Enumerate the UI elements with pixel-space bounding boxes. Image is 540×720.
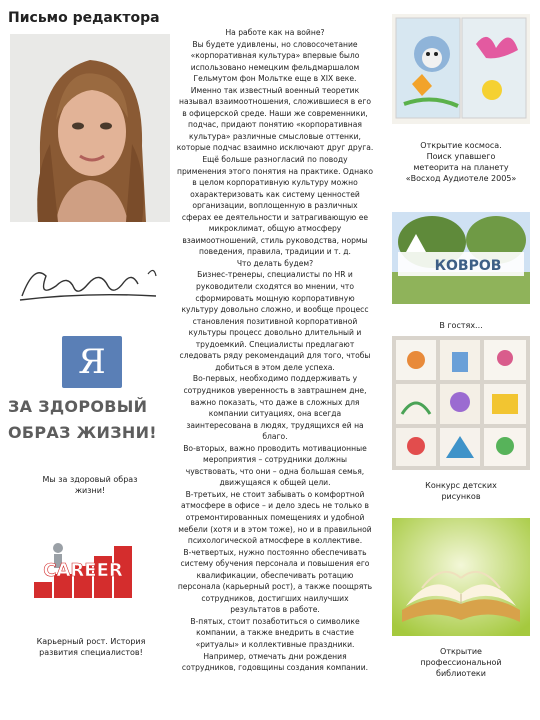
cosmos-caption — [388, 140, 534, 184]
kovrov-caption: В гостях... — [439, 321, 483, 330]
article-line: культуру довольно сложно, и вообще процесс — [181, 305, 369, 315]
article-line: использовано немецким фельдмаршалом — [190, 62, 360, 72]
article-line: Именно так известный военный теоретик — [190, 85, 360, 95]
children-drawings-photo — [392, 336, 530, 470]
cosmos-event-photo — [392, 14, 530, 124]
heading-line: ЗА ЗДОРОВЫЙ — [8, 397, 148, 416]
article-line: В-четвертых, нужно постоянно обеспечивать — [183, 547, 367, 557]
article-line: результатов в работе. — [230, 605, 320, 615]
caption-line: рисунков — [441, 492, 481, 501]
article-line: добиться в этом деле успеха. — [215, 362, 335, 372]
article-line: компании ситуациях, она всегда — [208, 409, 342, 419]
caption-line: библиотеки — [436, 669, 486, 678]
article-line: называл взаимоотношения, сложившиеся в его — [179, 97, 371, 107]
article-line: персонала (карьерный рост), а также поощрять — [177, 582, 373, 592]
career-caption — [16, 636, 166, 658]
article-line: Что делать будем? — [236, 258, 314, 268]
article-line: Например, отмечать дни рождения — [203, 651, 347, 661]
article-line: На работе как на войне? — [225, 28, 325, 37]
article-line: сотрудников, достигших наилучших — [201, 593, 349, 603]
article-line: трудоемкий. Специалисты предлагают — [195, 339, 355, 349]
article-line: благо. — [262, 432, 288, 442]
library-book-photo — [392, 518, 530, 636]
article-line: психологической атмосфере в коллективе. — [187, 536, 363, 546]
page-title: Письмо редактора — [8, 10, 160, 26]
logo-letter: Я — [78, 342, 106, 382]
article-line: «ритуалы» и коллективные праздники. — [195, 639, 355, 649]
article-line: сферах ее деятельности и затрагивающую ее — [181, 212, 369, 222]
article-line: в целом корпоративную культуру можно — [192, 178, 358, 188]
article-line: Бизнес-тренеры, специалисты по HR и — [197, 270, 353, 280]
article-line: отремонтированных помещениях и удобной — [185, 512, 365, 522]
article-line: сотрудников уверенность в завтрашнем дне, — [183, 385, 367, 395]
caption-line: Мы за здоровый образ — [42, 475, 138, 484]
article-line: руководители сходятся во мнении, что — [196, 282, 354, 292]
article-line: применения этого понятия на практике. Однако — [177, 166, 373, 176]
kovrov-sign-text: КОВРОВ — [434, 258, 502, 274]
article-line: атмосфере в офисе – и дело здесь не только в — [181, 501, 369, 511]
article-line: микроклимат, общую атмосферу — [208, 224, 342, 234]
article-line: сотрудников, годовщины создания компании. — [181, 663, 369, 673]
article-line: Гельмутом фон Мольтке еще в XIX веке. — [193, 74, 357, 84]
article-line: подчас, придают понятию «корпоративная — [188, 120, 362, 130]
editor-signature — [16, 256, 166, 312]
heading-line: ОБРАЗ ЖИЗНИ! — [8, 423, 157, 442]
article-line: заинтересована в людях, трудящихся ей на — [186, 420, 364, 430]
article-line: Вы будете удивлены, но словосочетание — [192, 39, 358, 49]
caption-line: профессиональной — [420, 658, 502, 667]
article-line: культуры процесс довольно длительный и — [188, 328, 362, 338]
healthy-lifestyle-caption — [20, 474, 160, 496]
editor-photo — [10, 34, 170, 222]
caption-line: метеорита на планету — [413, 163, 509, 172]
article-line: В-третьих, не стоит забывать о комфортной — [185, 489, 365, 499]
article-line: которые подчас взаимно исключают друг друга. — [176, 143, 374, 153]
article-line: организации, воплощенную в различных — [192, 201, 358, 211]
kovrov-city-sign-photo — [392, 212, 530, 304]
career-image — [28, 530, 138, 600]
caption-line: «Восход Аудиотеле 2005» — [405, 174, 517, 183]
article-line: В-пятых, стоит позаботиться о символике — [190, 616, 360, 626]
healthy-lifestyle-heading — [8, 394, 178, 446]
caption-line: Поиск упавшего — [426, 152, 496, 161]
article-line: поведения, правила, традиции и т. д. — [199, 247, 351, 257]
article-line: чувствовать, что они – одна большая семья, — [185, 466, 365, 476]
article-line: в офицерской среде. Наши же современники, — [182, 108, 368, 118]
caption-line: Конкурс детских — [425, 481, 497, 490]
library-caption — [388, 646, 534, 679]
article-line: мероприятия – сотрудники должны — [203, 455, 347, 465]
editor-article — [172, 27, 378, 674]
article-line: «корпоративная культура» впервые было — [190, 51, 360, 61]
article-line: систему обучения персонала и повышения его — [180, 559, 370, 569]
article-line: квалификации, обеспечивать ротацию — [196, 570, 354, 580]
article-line: становления позитивной корпоративной — [192, 316, 358, 326]
article-line: следовать ряду рекомендаций для того, чтобы — [179, 351, 371, 361]
caption-line: Карьерный рост. История — [36, 637, 146, 646]
caption-line: Открытие — [440, 647, 482, 656]
article-line: важно показать, что даже в сложных для — [190, 397, 360, 407]
article-line: мебели (хотя и в этом тоже), но и в правильной — [178, 524, 372, 534]
article-line: движущаяся к общей цели. — [219, 478, 331, 488]
career-word: CAREER — [43, 560, 123, 581]
article-line: культура» различные смысловые оттенки, — [189, 131, 361, 141]
article-line: сформировать мощную корпоративную — [195, 293, 355, 303]
drawings-caption — [388, 480, 534, 502]
article-line: Во-вторых, важно проводить мотивационные — [183, 443, 367, 453]
article-line: Ещё больше разногласий по поводу — [202, 155, 348, 165]
caption-line: развития специалистов! — [39, 648, 143, 657]
company-logo — [62, 336, 122, 388]
article-line: взаимоотношений, стиль руководства, нормы — [182, 235, 368, 245]
article-line: компании, а также внедрить в счастие — [196, 628, 354, 638]
caption-line: жизни! — [74, 486, 106, 495]
article-line: охарактеризовать как систему ценностей — [190, 189, 360, 199]
article-line: Во-первых, необходимо поддерживать у — [192, 374, 358, 384]
caption-line: Открытие космоса. — [420, 141, 502, 150]
